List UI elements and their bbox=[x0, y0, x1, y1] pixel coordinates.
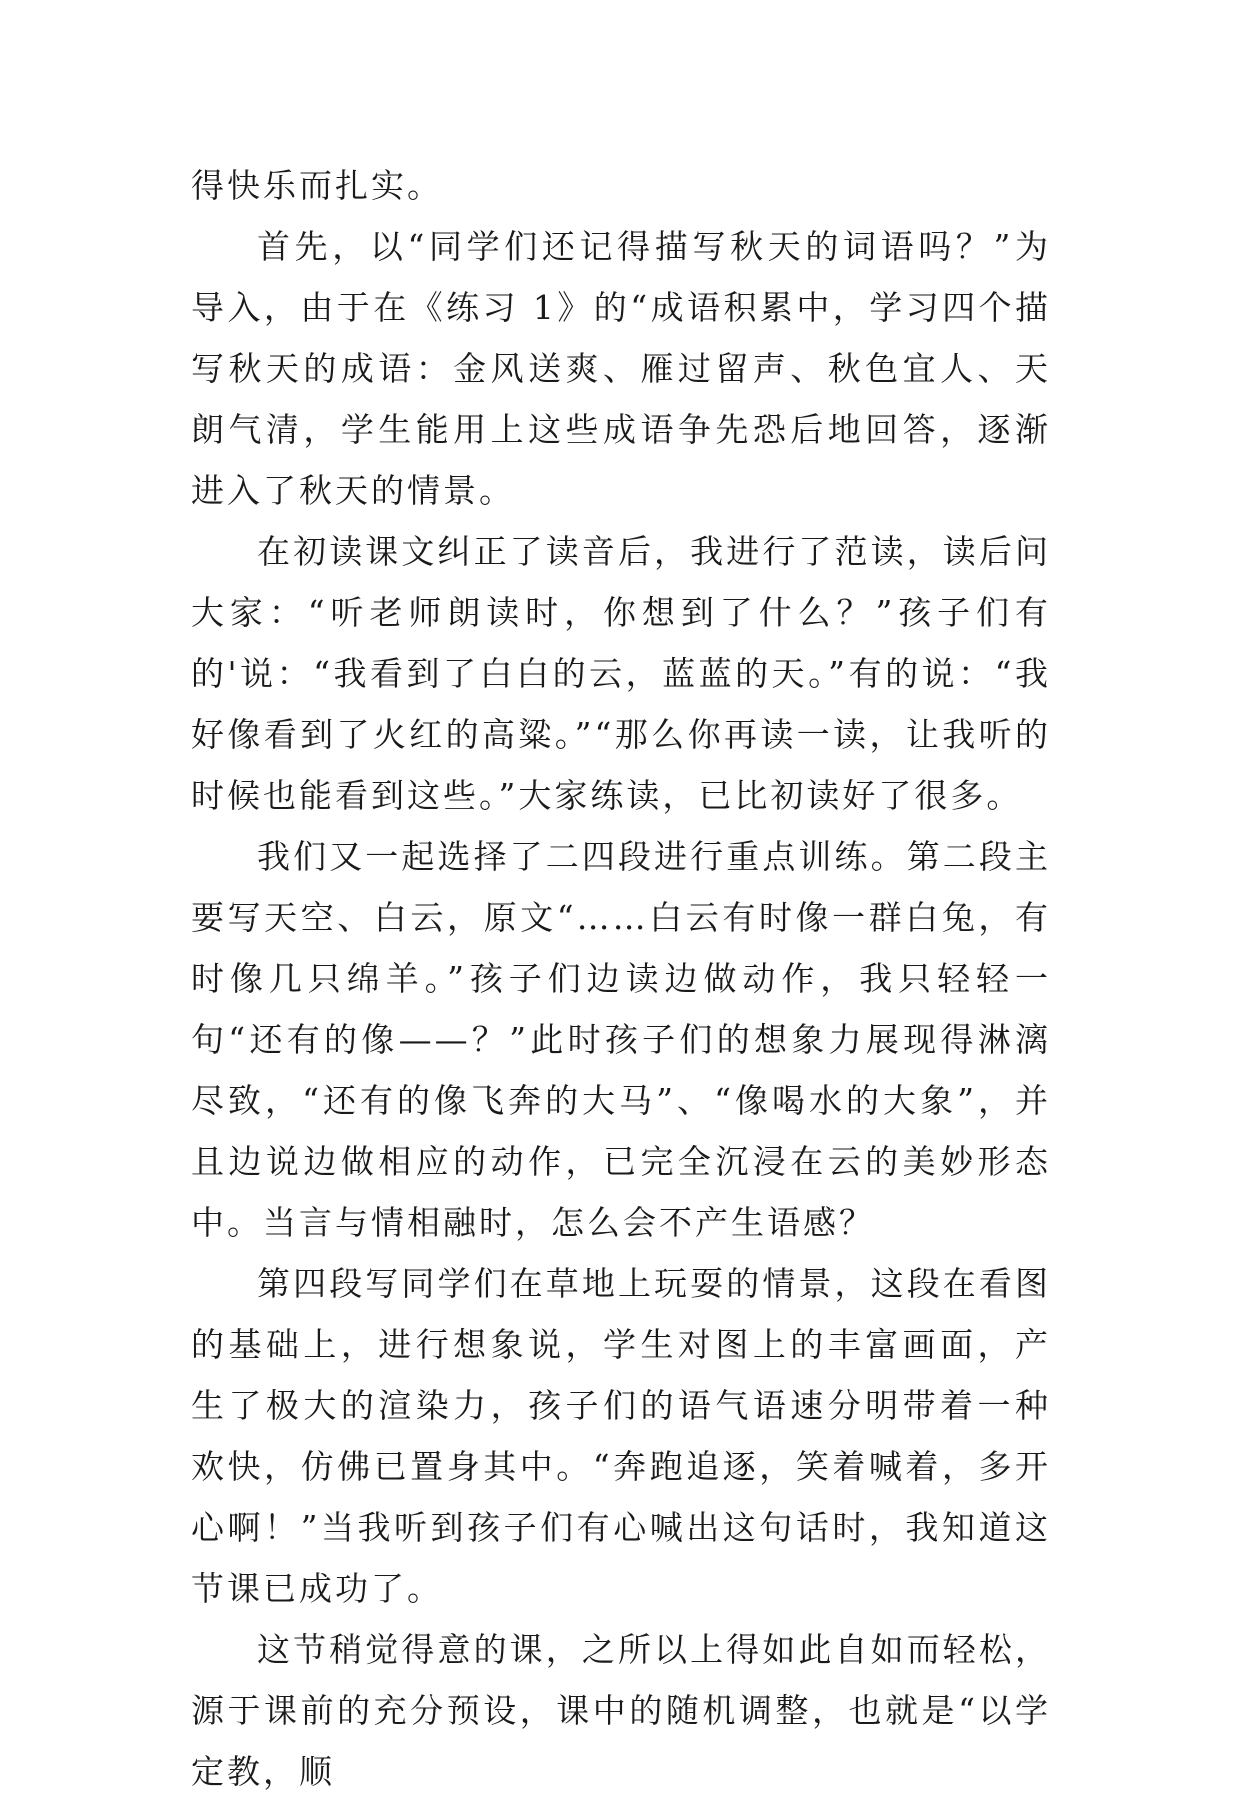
paragraph-intro-autumn-words: 首先，以“同学们还记得描写秋天的词语吗？”为导入，由于在《练习 1》的“成语积累中，学习四个描写秋天的成语：金风送爽、雁过留声、秋色宜人、天朗气清，学生能用上这些成语争先恐后地回答，逐渐进入了秋天的情景。 bbox=[191, 227, 1051, 510]
paragraph-second-section: 我们又一起选择了二四段进行重点训练。第二段主要写天空、白云，原文“……白云有时像一群白兔，有时像几只绵羊。”孩子们边读边做动作，我只轻轻一句“还有的像——？”此时孩子们的想象力展现得淋漓尽致，“还有的像飞奔的大马”、“像喝水的大象”，并且边说边做相应的动作，已完全沉浸在云的美妙形态中。当言与情相融时，怎么会不产生语感？ bbox=[191, 837, 1051, 1242]
paragraph-continued: 得快乐而扎实。 bbox=[191, 166, 443, 205]
document-page bbox=[191, 155, 1051, 1802]
paragraph-reflection: 这节稍觉得意的课，之所以上得如此自如而轻松，源于课前的充分预设，课中的随机调整，也就是“以学定教，顺 bbox=[191, 1630, 1051, 1791]
paragraph-first-reading: 在初读课文纠正了读音后，我进行了范读，读后问大家：“听老师朗读时，你想到了什么？”孩子们有的'说：“我看到了白白的云，蓝蓝的天。”有的说：“我好像看到了火红的高粱。”“那么你再读一读，让我听的时候也能看到这些。”大家练读，已比初读好了很多。 bbox=[191, 532, 1051, 815]
paragraph-fourth-section: 第四段写同学们在草地上玩耍的情景，这段在看图的基础上，进行想象说，学生对图上的丰富画面，产生了极大的渲染力，孩子们的语气语速分明带着一种欢快，仿佛已置身其中。“奔跑追逐，笑着喊着，多开心啊！”当我听到孩子们有心喊出这句话时，我知道这节课已成功了。 bbox=[191, 1264, 1051, 1608]
